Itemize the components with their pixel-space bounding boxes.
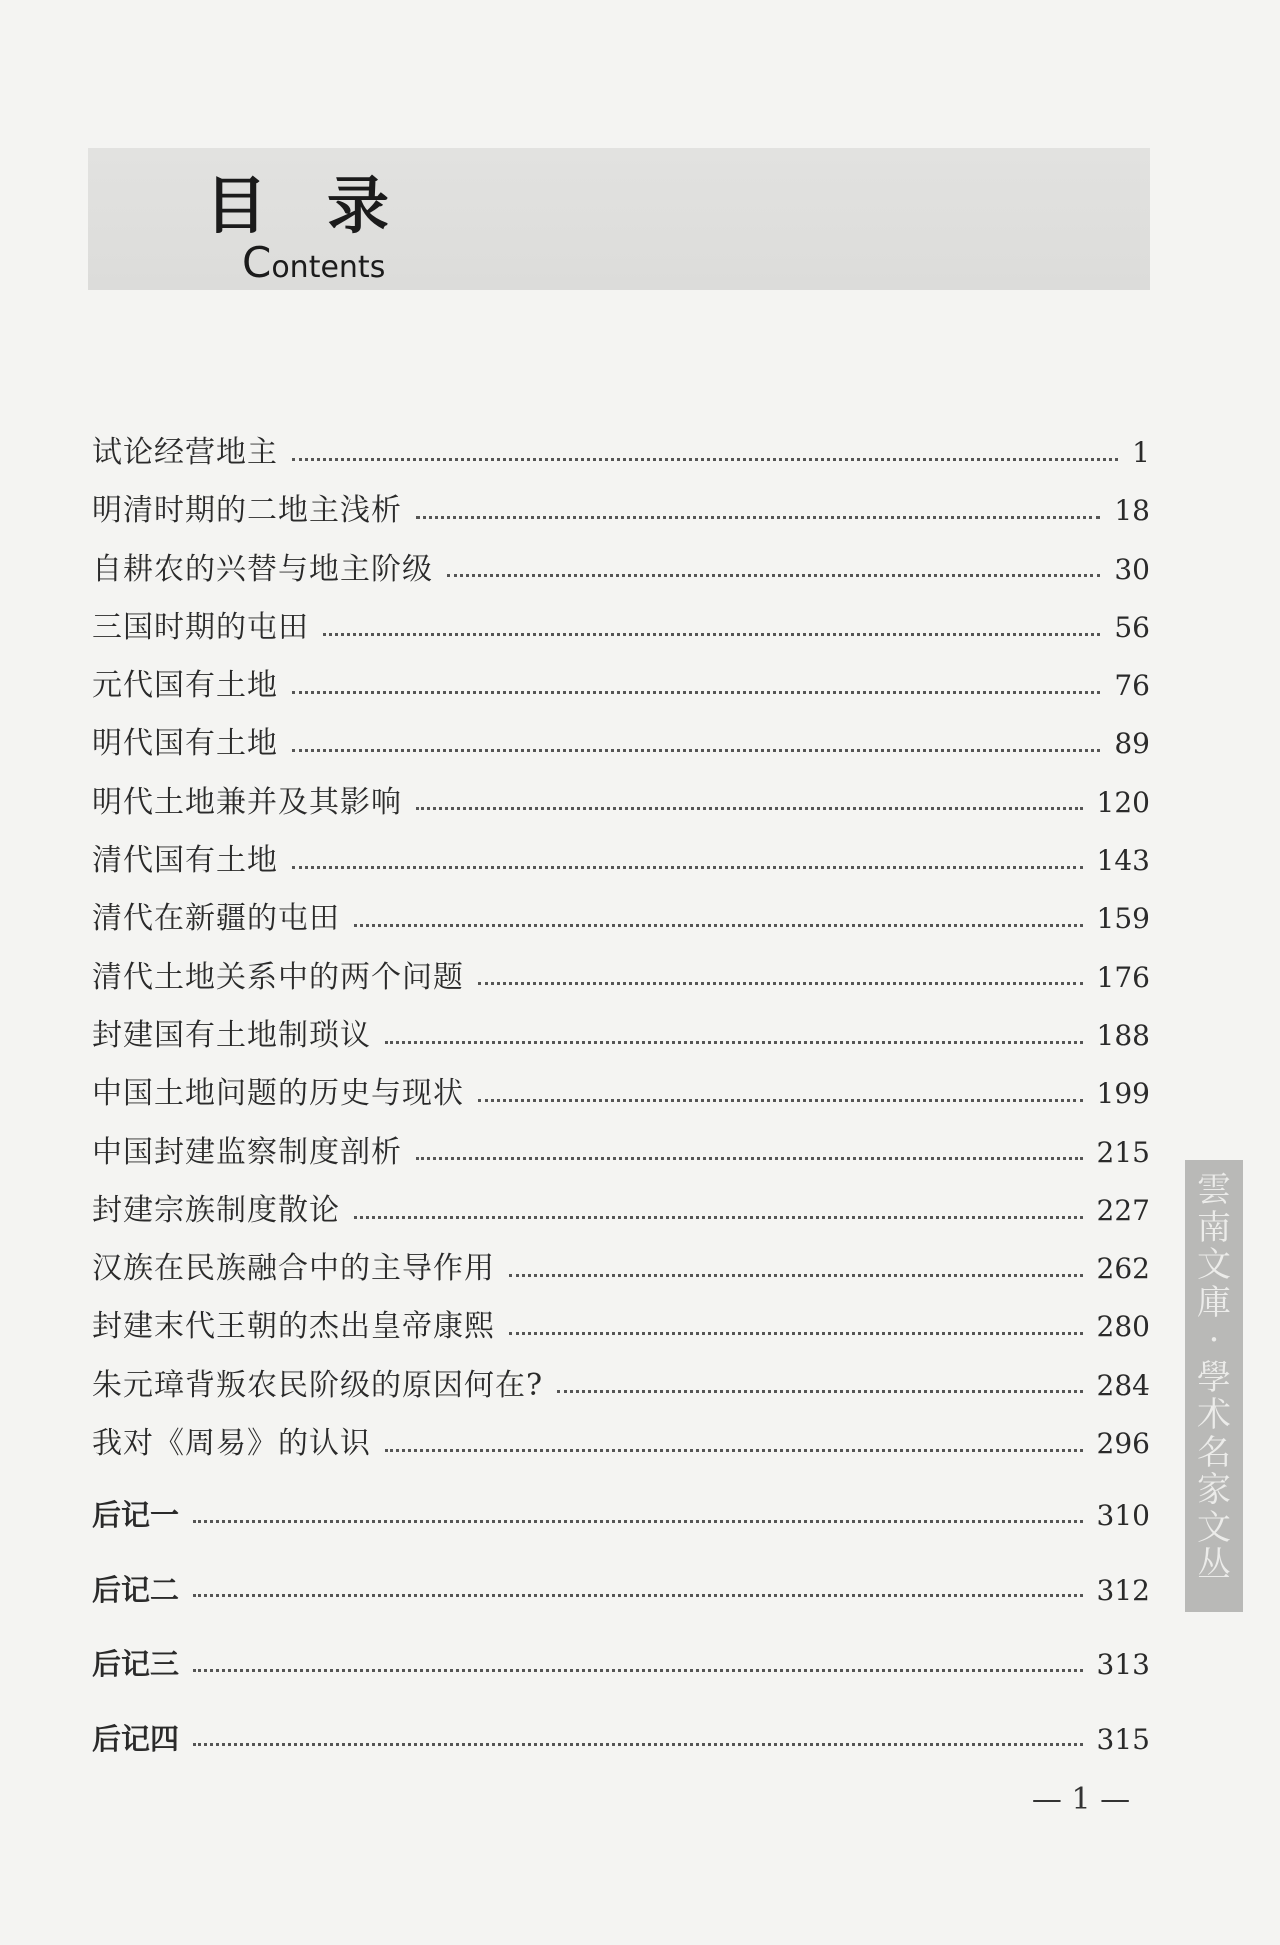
side-tab-char: 家 (1197, 1470, 1231, 1510)
toc-entry-page: 312 (1096, 1573, 1150, 1607)
toc-entry-page: 284 (1096, 1368, 1150, 1402)
toc-entry-title: 封建宗族制度散论 (92, 1192, 340, 1228)
toc-entry (92, 599, 1150, 657)
toc-entry (92, 774, 1150, 832)
dot-leader (385, 1449, 1083, 1452)
page-title-cn: 目录 (205, 169, 450, 242)
toc-entry-title: 封建国有土地制琐议 (92, 1017, 371, 1053)
toc-entry (92, 890, 1150, 948)
toc-entry (92, 1298, 1150, 1356)
toc-entry-title: 后记一 (92, 1498, 180, 1532)
side-tab-char: 南 (1197, 1207, 1231, 1248)
page-title-en (242, 238, 385, 287)
toc-entry (92, 949, 1150, 1007)
toc-entry (92, 1240, 1150, 1298)
toc-entry (92, 1357, 1150, 1415)
toc-entry (92, 1553, 1150, 1628)
dot-leader (416, 516, 1100, 519)
side-tab-char: 雲 (1197, 1170, 1231, 1210)
toc-entry-page: 262 (1096, 1252, 1150, 1286)
dot-leader (292, 866, 1083, 869)
toc-entry-title: 朱元璋背叛农民阶级的原因何在? (92, 1367, 544, 1403)
toc-entry-title: 后记三 (92, 1647, 180, 1681)
side-tab-char: 庫 (1197, 1282, 1231, 1323)
toc-entry (92, 541, 1150, 599)
toc-entry (92, 1007, 1150, 1065)
back-matter-list (92, 1478, 1150, 1776)
dot-leader (354, 1216, 1083, 1219)
toc-entry-title: 三国时期的屯田 (92, 609, 309, 645)
toc-entry-page: 199 (1096, 1077, 1150, 1111)
toc-entry-title: 明代土地兼并及其影响 (92, 784, 402, 820)
dot-leader (416, 1157, 1083, 1160)
toc-entry-title: 清代在新疆的屯田 (92, 901, 340, 937)
toc-entry-page: 159 (1096, 902, 1150, 936)
dot-leader (354, 924, 1083, 927)
toc-entry (92, 424, 1150, 482)
dot-leader (193, 1520, 1083, 1523)
toc-entry-title: 元代国有土地 (92, 668, 278, 704)
dot-leader (292, 458, 1118, 461)
toc-entry-page: 120 (1096, 785, 1150, 819)
title-en-initial: C (242, 238, 272, 287)
dot-leader (385, 1041, 1083, 1044)
toc-entry-page: 227 (1096, 1193, 1150, 1227)
dot-leader (292, 749, 1100, 752)
dot-leader (323, 633, 1100, 636)
toc-entry (92, 1415, 1150, 1473)
toc-entry-title: 汉族在民族融合中的主导作用 (92, 1251, 495, 1287)
page-number: — 1 — (1031, 1782, 1131, 1817)
series-side-tab (1185, 1160, 1243, 1612)
toc-entry-title: 清代土地关系中的两个问题 (92, 959, 464, 995)
toc-entry-page: 310 (1096, 1499, 1150, 1532)
toc-entry-page: 76 (1114, 669, 1150, 703)
toc-entry-page: 313 (1096, 1648, 1150, 1681)
toc-entry-title: 中国土地问题的历史与现状 (92, 1076, 464, 1112)
side-tab-char: 文 (1197, 1245, 1231, 1285)
dot-leader (193, 1669, 1083, 1672)
toc-entry (92, 1182, 1150, 1240)
side-tab-char: 术 (1197, 1395, 1231, 1435)
dot-leader (478, 982, 1083, 985)
dot-leader (509, 1274, 1083, 1277)
toc-entry (92, 1627, 1150, 1702)
dot-leader (557, 1390, 1082, 1393)
toc-entry-title: 试论经营地主 (92, 435, 278, 470)
toc-entry-title: 自耕农的兴替与地主阶级 (92, 551, 433, 587)
toc-entry-page: 176 (1096, 960, 1150, 994)
dot-leader (416, 807, 1083, 810)
toc-entry-page: 56 (1114, 610, 1150, 644)
toc-entry (92, 1124, 1150, 1182)
toc-entry-page: 315 (1096, 1722, 1150, 1756)
toc-entry-page: 280 (1096, 1310, 1150, 1344)
toc-entry-title: 后记四 (92, 1721, 180, 1756)
toc-entry (92, 1702, 1150, 1777)
dot-leader (509, 1332, 1083, 1335)
toc-entry (92, 657, 1150, 715)
toc-entry (92, 482, 1150, 540)
toc-entry-page: 188 (1096, 1018, 1150, 1052)
toc-entry (92, 1065, 1150, 1123)
toc-entry (92, 1478, 1150, 1553)
toc-entry-title: 我对《周易》的认识 (92, 1426, 371, 1462)
side-tab-char: 文 (1197, 1507, 1231, 1548)
toc-entry-page: 143 (1096, 844, 1150, 878)
toc-entry-title: 后记二 (92, 1572, 180, 1607)
title-en-rest: ontents (271, 250, 386, 285)
table-of-contents (92, 424, 1150, 1473)
toc-entry-page: 296 (1096, 1427, 1150, 1461)
toc-entry-title: 清代国有土地 (92, 843, 278, 879)
dot-leader (193, 1594, 1083, 1597)
toc-entry (92, 832, 1150, 890)
dot-leader (193, 1743, 1083, 1746)
dot-leader (478, 1099, 1083, 1102)
side-tab-char: 學 (1197, 1357, 1231, 1398)
toc-entry-title: 中国封建监察制度剖析 (92, 1134, 402, 1170)
toc-entry-title: 明清时期的二地主浅析 (92, 493, 402, 529)
toc-entry (92, 715, 1150, 773)
side-tab-char: · (1208, 1320, 1220, 1360)
dot-leader (447, 574, 1100, 577)
toc-entry-page: 215 (1096, 1135, 1150, 1169)
toc-entry-page: 30 (1114, 552, 1150, 586)
toc-entry-page: 89 (1114, 727, 1150, 761)
side-tab-char: 名 (1197, 1432, 1231, 1473)
side-tab-char: 丛 (1197, 1545, 1231, 1585)
toc-entry-page: 18 (1114, 494, 1150, 528)
toc-entry-page: 1 (1132, 436, 1150, 469)
dot-leader (292, 691, 1100, 694)
toc-entry-title: 明代国有土地 (92, 726, 278, 762)
toc-entry-title: 封建末代王朝的杰出皇帝康熙 (92, 1309, 495, 1345)
